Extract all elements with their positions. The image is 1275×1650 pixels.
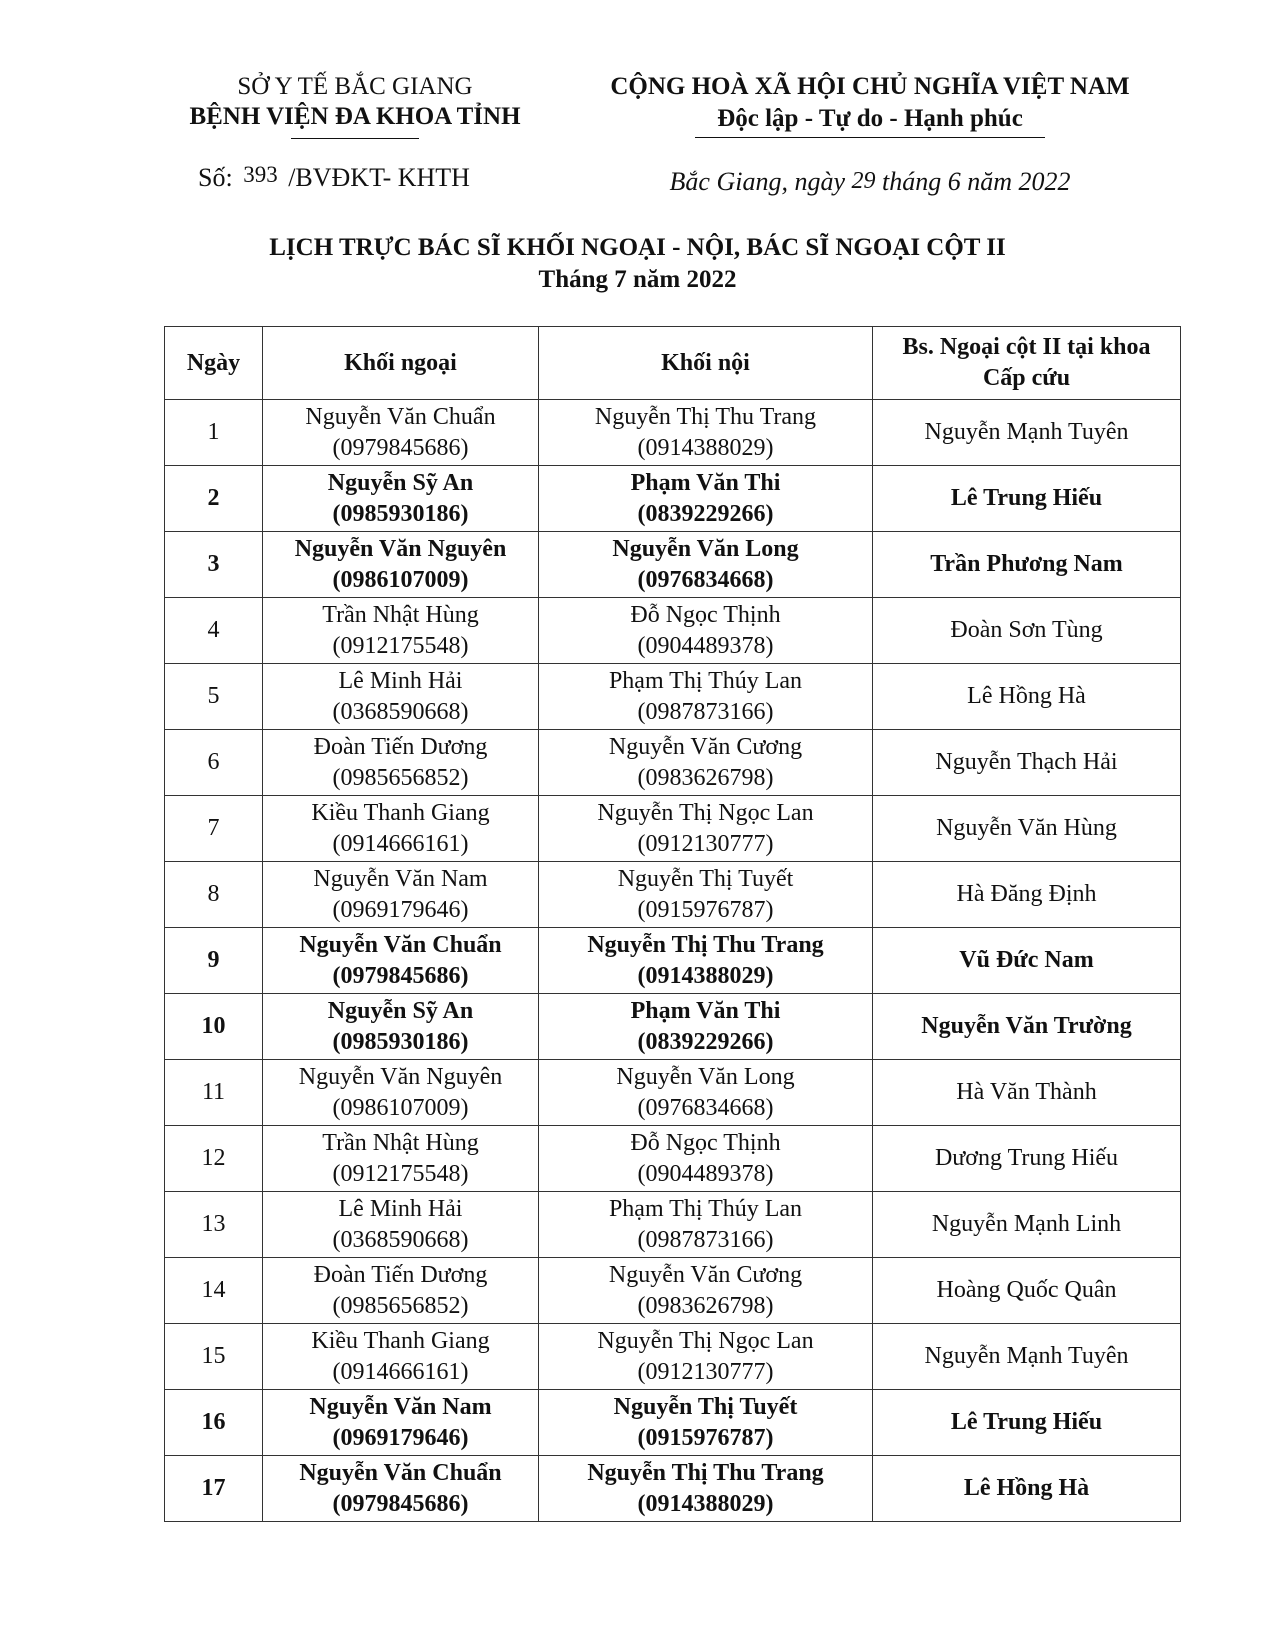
internal-doctor-phone: (0976834668): [637, 566, 774, 593]
doc-number-suffix: /BVĐKT- KHTH: [288, 163, 470, 192]
internal-cell: [539, 598, 873, 664]
table-header-row: [165, 327, 1181, 400]
surgical-doctor-name: Trần Nhật Hùng: [322, 1129, 479, 1156]
duty-schedule-table: [164, 326, 1181, 1522]
title-month: Tháng 7 năm 2022: [538, 266, 737, 293]
internal-doctor-phone: (0914388029): [637, 962, 774, 989]
table-row: [165, 400, 1181, 466]
table-row: [165, 664, 1181, 730]
surgical-cell: [263, 1324, 539, 1390]
emergency-surgeon-cell: Nguyễn Văn Trường: [873, 994, 1181, 1060]
surgical-cell: [263, 664, 539, 730]
surgical-doctor-phone: (0979845686): [332, 434, 469, 461]
emergency-surgeon-cell: Lê Trung Hiếu: [873, 466, 1181, 532]
header-emergency-line2: Cấp cứu: [982, 365, 1071, 391]
internal-cell: [539, 1060, 873, 1126]
surgical-doctor-phone: (0368590668): [332, 698, 469, 725]
surgical-cell: [263, 1126, 539, 1192]
surgical-doctor-phone: (0986107009): [332, 566, 469, 593]
surgical-cell: [263, 1390, 539, 1456]
internal-doctor-name: Phạm Thị Thúy Lan: [608, 1195, 803, 1222]
header-emergency-surgeon: [873, 327, 1181, 400]
surgical-doctor-phone: (0979845686): [332, 962, 469, 989]
internal-doctor-phone: (0915976787): [637, 1424, 774, 1451]
country-name: CỘNG HOÀ XÃ HỘI CHỦ NGHĨA VIỆT NAM: [610, 73, 1130, 100]
day-cell: 1: [165, 400, 263, 466]
surgical-doctor-phone: (0969179646): [332, 896, 469, 923]
table-row: [165, 994, 1181, 1060]
table-row: [165, 1060, 1181, 1126]
day-cell: 4: [165, 598, 263, 664]
internal-cell: [539, 1126, 873, 1192]
surgical-cell: [263, 532, 539, 598]
table-row: [165, 796, 1181, 862]
surgical-cell: [263, 598, 539, 664]
emergency-surgeon-cell: Nguyễn Mạnh Linh: [873, 1192, 1181, 1258]
surgical-doctor-name: Kiều Thanh Giang: [311, 1327, 490, 1354]
day-cell: 16: [165, 1390, 263, 1456]
surgical-doctor-name: Nguyễn Sỹ An: [327, 997, 474, 1024]
doc-number-value: 393: [243, 162, 278, 187]
internal-cell: [539, 532, 873, 598]
internal-doctor-phone: (0839229266): [637, 1028, 774, 1055]
header-day: Ngày: [165, 327, 263, 400]
header-surgical: Khối ngoại: [263, 327, 539, 400]
day-cell: 12: [165, 1126, 263, 1192]
internal-doctor-phone: (0904489378): [637, 632, 774, 659]
internal-doctor-name: Nguyễn Thị Ngọc Lan: [597, 799, 814, 826]
emergency-surgeon-cell: Trần Phương Nam: [873, 532, 1181, 598]
internal-cell: [539, 1390, 873, 1456]
emergency-surgeon-cell: Vũ Đức Nam: [873, 928, 1181, 994]
internal-doctor-name: Nguyễn Thị Thu Trang: [587, 1459, 824, 1486]
internal-doctor-name: Đỗ Ngọc Thịnh: [630, 1129, 781, 1156]
surgical-cell: [263, 796, 539, 862]
surgical-doctor-phone: (0912175548): [332, 632, 469, 659]
day-cell: 6: [165, 730, 263, 796]
day-cell: 3: [165, 532, 263, 598]
surgical-doctor-name: Nguyễn Văn Nam: [313, 865, 488, 892]
document-number: [198, 163, 470, 193]
emergency-surgeon-cell: Dương Trung Hiếu: [873, 1126, 1181, 1192]
surgical-doctor-phone: (0914666161): [332, 830, 469, 857]
internal-doctor-phone: (0914388029): [637, 1490, 774, 1517]
table-body: [165, 400, 1181, 1522]
internal-cell: [539, 862, 873, 928]
surgical-doctor-phone: (0368590668): [332, 1226, 469, 1253]
day-cell: 8: [165, 862, 263, 928]
date-rest: tháng 6 năm 2022: [881, 167, 1071, 196]
motto-underline: [695, 137, 1045, 138]
internal-cell: [539, 664, 873, 730]
surgical-doctor-name: Nguyễn Văn Chuẩn: [305, 403, 496, 430]
day-cell: 5: [165, 664, 263, 730]
table-row: [165, 1126, 1181, 1192]
surgical-doctor-name: Đoàn Tiến Dương: [313, 733, 488, 760]
surgical-doctor-name: Đoàn Tiến Dương: [313, 1261, 488, 1288]
day-cell: 7: [165, 796, 263, 862]
surgical-doctor-name: Nguyễn Văn Nguyên: [294, 535, 507, 562]
table-row: [165, 1390, 1181, 1456]
internal-doctor-phone: (0904489378): [637, 1160, 774, 1187]
internal-doctor-name: Phạm Văn Thi: [630, 997, 781, 1024]
organization-header: [150, 72, 560, 139]
surgical-cell: [263, 466, 539, 532]
table-row: [165, 730, 1181, 796]
table-row: [165, 466, 1181, 532]
surgical-doctor-name: Lê Minh Hải: [338, 1195, 463, 1222]
surgical-doctor-phone: (0912175548): [332, 1160, 469, 1187]
internal-doctor-name: Nguyễn Thị Tuyết: [617, 865, 794, 892]
national-motto: Độc lập - Tự do - Hạnh phúc: [717, 105, 1023, 132]
surgical-cell: [263, 1456, 539, 1522]
day-cell: 11: [165, 1060, 263, 1126]
surgical-doctor-name: Lê Minh Hải: [338, 667, 463, 694]
internal-doctor-name: Phạm Văn Thi: [630, 469, 781, 496]
internal-doctor-phone: (0987873166): [637, 698, 774, 725]
surgical-cell: [263, 994, 539, 1060]
emergency-surgeon-cell: Lê Hồng Hà: [873, 1456, 1181, 1522]
surgical-cell: [263, 862, 539, 928]
surgical-cell: [263, 1192, 539, 1258]
surgical-cell: [263, 928, 539, 994]
internal-doctor-phone: (0915976787): [637, 896, 774, 923]
surgical-doctor-phone: (0914666161): [332, 1358, 469, 1385]
table-row: [165, 1456, 1181, 1522]
emergency-surgeon-cell: Lê Trung Hiếu: [873, 1390, 1181, 1456]
national-header: [570, 72, 1170, 138]
surgical-doctor-name: Trần Nhật Hùng: [322, 601, 479, 628]
internal-cell: [539, 994, 873, 1060]
org-hospital: BỆNH VIỆN ĐA KHOA TỈNH: [189, 103, 521, 130]
table-row: [165, 532, 1181, 598]
internal-cell: [539, 400, 873, 466]
internal-doctor-name: Phạm Thị Thúy Lan: [608, 667, 803, 694]
internal-doctor-name: Nguyễn Văn Cương: [608, 733, 803, 760]
document-date: [570, 167, 1170, 197]
surgical-cell: [263, 1258, 539, 1324]
surgical-doctor-phone: (0985656852): [332, 764, 469, 791]
surgical-doctor-phone: (0986107009): [332, 1094, 469, 1121]
header-emergency-line1: Bs. Ngoại cột II tại khoa: [902, 334, 1151, 360]
internal-doctor-phone: (0983626798): [637, 764, 774, 791]
surgical-doctor-phone: (0985930186): [332, 1028, 469, 1055]
doc-number-label: Số:: [198, 163, 233, 192]
table-row: [165, 1258, 1181, 1324]
internal-doctor-name: Nguyễn Văn Long: [616, 1063, 795, 1090]
internal-cell: [539, 796, 873, 862]
internal-cell: [539, 730, 873, 796]
internal-doctor-name: Nguyễn Văn Cương: [608, 1261, 803, 1288]
title-main: LỊCH TRỰC BÁC SĨ KHỐI NGOẠI - NỘI, BÁC SĨ NGOẠI CỘT II: [269, 234, 1006, 261]
internal-doctor-name: Nguyễn Thị Ngọc Lan: [597, 1327, 814, 1354]
surgical-doctor-phone: (0985930186): [332, 500, 469, 527]
day-cell: 17: [165, 1456, 263, 1522]
internal-cell: [539, 466, 873, 532]
surgical-doctor-name: Nguyễn Văn Chuẩn: [299, 1459, 502, 1486]
emergency-surgeon-cell: Lê Hồng Hà: [873, 664, 1181, 730]
day-cell: 13: [165, 1192, 263, 1258]
table-row: [165, 928, 1181, 994]
emergency-surgeon-cell: Hà Đăng Định: [873, 862, 1181, 928]
emergency-surgeon-cell: Hà Văn Thành: [873, 1060, 1181, 1126]
surgical-cell: [263, 730, 539, 796]
surgical-doctor-name: Nguyễn Văn Chuẩn: [299, 931, 502, 958]
table-row: [165, 1324, 1181, 1390]
org-underline: [291, 138, 419, 139]
emergency-surgeon-cell: Nguyễn Thạch Hải: [873, 730, 1181, 796]
org-department: SỞ Y TẾ BẮC GIANG: [237, 73, 473, 100]
day-cell: 9: [165, 928, 263, 994]
internal-cell: [539, 1456, 873, 1522]
internal-cell: [539, 1324, 873, 1390]
surgical-doctor-name: Nguyễn Văn Nguyên: [298, 1063, 503, 1090]
day-cell: 2: [165, 466, 263, 532]
document-title: [100, 232, 1175, 296]
internal-doctor-name: Nguyễn Thị Tuyết: [613, 1393, 798, 1420]
surgical-doctor-phone: (0979845686): [332, 1490, 469, 1517]
surgical-doctor-phone: (0969179646): [332, 1424, 469, 1451]
internal-doctor-name: Nguyễn Văn Long: [612, 535, 799, 562]
internal-doctor-phone: (0987873166): [637, 1226, 774, 1253]
table-row: [165, 1192, 1181, 1258]
day-cell: 14: [165, 1258, 263, 1324]
surgical-doctor-phone: (0985656852): [332, 1292, 469, 1319]
emergency-surgeon-cell: Hoàng Quốc Quân: [873, 1258, 1181, 1324]
header-internal: Khối nội: [539, 327, 873, 400]
emergency-surgeon-cell: Nguyễn Mạnh Tuyên: [873, 400, 1181, 466]
surgical-doctor-name: Nguyễn Sỹ An: [327, 469, 474, 496]
table-row: [165, 598, 1181, 664]
internal-doctor-phone: (0983626798): [637, 1292, 774, 1319]
internal-doctor-name: Đỗ Ngọc Thịnh: [630, 601, 781, 628]
internal-doctor-phone: (0839229266): [637, 500, 774, 527]
internal-doctor-phone: (0912130777): [637, 830, 774, 857]
day-cell: 15: [165, 1324, 263, 1390]
date-prefix: Bắc Giang, ngày: [669, 167, 845, 196]
surgical-doctor-name: Nguyễn Văn Nam: [309, 1393, 492, 1420]
date-day: 29: [851, 168, 876, 194]
internal-doctor-name: Nguyễn Thị Thu Trang: [587, 931, 824, 958]
internal-doctor-phone: (0912130777): [637, 1358, 774, 1385]
surgical-cell: [263, 400, 539, 466]
internal-doctor-phone: (0976834668): [637, 1094, 774, 1121]
internal-cell: [539, 928, 873, 994]
table-row: [165, 862, 1181, 928]
internal-doctor-name: Nguyễn Thị Thu Trang: [594, 403, 817, 430]
internal-doctor-phone: (0914388029): [637, 434, 774, 461]
surgical-doctor-name: Kiều Thanh Giang: [311, 799, 490, 826]
internal-cell: [539, 1192, 873, 1258]
emergency-surgeon-cell: Nguyễn Mạnh Tuyên: [873, 1324, 1181, 1390]
surgical-cell: [263, 1060, 539, 1126]
day-cell: 10: [165, 994, 263, 1060]
emergency-surgeon-cell: Đoàn Sơn Tùng: [873, 598, 1181, 664]
emergency-surgeon-cell: Nguyễn Văn Hùng: [873, 796, 1181, 862]
internal-cell: [539, 1258, 873, 1324]
